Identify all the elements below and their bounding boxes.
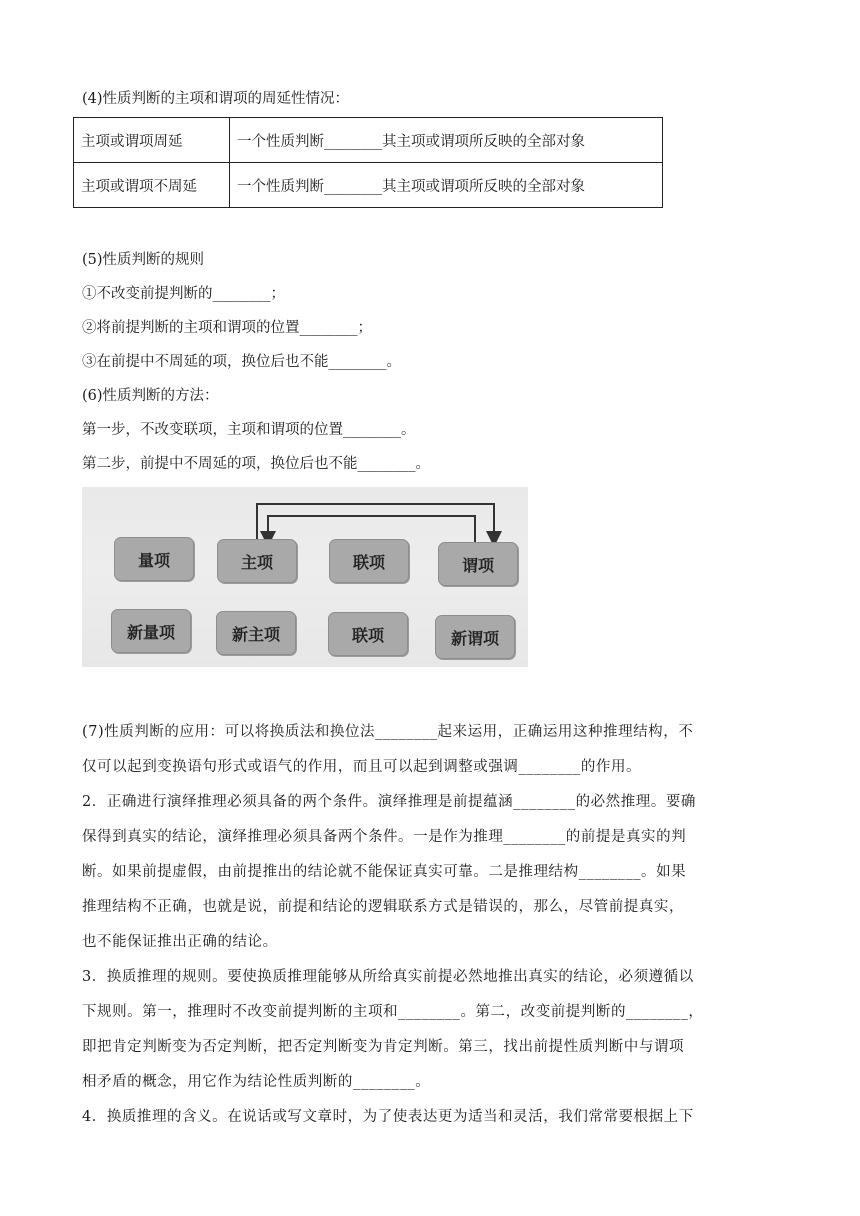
paragraph-line: 断。如果前提虚假，由前提推出的结论就不能保证真实可靠。二是推理结构________。如果 [82, 864, 687, 880]
new-predicate-box: 新谓项 [435, 615, 515, 659]
paragraph-line: 4．换质推理的含义。在说话或写文章时，为了使表达更为适当和灵活，我们常常要根据上下 [82, 1109, 694, 1125]
method-step: 第一步，不改变联项，主项和谓项的位置________。 [82, 422, 416, 438]
paragraph-line: (7)性质判断的应用：可以将换质法和换位法________起来运用，正确运用这种推理结构，不 [82, 724, 694, 740]
paragraph-line: 相矛盾的概念，用它作为结论性质判断的________。 [82, 1074, 431, 1090]
row-description: 一个性质判断________其主项或谓项所反映的全部对象 [230, 118, 663, 163]
new-copula-box: 联项 [328, 612, 408, 656]
rule-item: ③在前提中不周延的项，换位后也不能________。 [82, 354, 401, 370]
paragraph-line: 推理结构不正确，也就是说，前提和结论的逻辑联系方式是错误的，那么，尽管前提真实， [82, 899, 684, 915]
paragraph-line: 也不能保证推出正确的结论。 [82, 934, 278, 950]
predicate-box: 谓项 [438, 542, 518, 586]
section4-heading: (4)性质判断的主项和谓项的周延性情况： [82, 91, 350, 107]
paragraph-line: 下规则。第一，推理时不改变前提判断的主项和________。第二，改变前提判断的________， [82, 1004, 704, 1020]
new-subject-box: 新主项 [216, 611, 296, 655]
table-row [74, 163, 663, 208]
paragraph-line: 保得到真实的结论，演绎推理必须具备两个条件。一是作为推理________的前提是真实的判 [82, 829, 687, 845]
paragraph-line: 仅可以起到变换语句形式或语气的作用，而且可以起到调整或强调________的作用。 [82, 759, 642, 775]
subject-box: 主项 [217, 539, 297, 583]
section5-heading: (5)性质判断的规则 [82, 252, 205, 268]
paragraph-line: 3．换质推理的规则。要使换质推理能够从所给真实前提必然地推出真实的结论，必须遵循以 [82, 969, 694, 985]
paragraph-line: 2．正确进行演绎推理必须具备的两个条件。演绎推理是前提蕴涵________的必然推理。要确 [82, 794, 696, 810]
distribution-table [73, 117, 663, 208]
conversion-diagram [82, 487, 528, 667]
row-label: 主项或谓项不周延 [74, 163, 230, 208]
section6-heading: (6)性质判断的方法： [82, 388, 219, 404]
rule-item: ②将前提判断的主项和谓项的位置________； [82, 320, 372, 336]
paragraph-line: 即把肯定判断变为否定判断，把否定判断变为肯定判断。第三，找出前提性质判断中与谓项 [82, 1039, 684, 1055]
quantifier-box: 量项 [114, 537, 194, 581]
row-label: 主项或谓项周延 [74, 118, 230, 163]
row-description: 一个性质判断________其主项或谓项所反映的全部对象 [230, 163, 663, 208]
fill-blank[interactable]: ________ [324, 133, 382, 150]
table-row [74, 118, 663, 163]
copula-box: 联项 [329, 539, 409, 583]
method-step: 第二步，前提中不周延的项，换位后也不能________。 [82, 456, 430, 472]
rule-item: ①不改变前提判断的________； [82, 286, 285, 302]
new-quantifier-box: 新量项 [111, 609, 191, 653]
fill-blank[interactable]: ________ [324, 178, 382, 195]
